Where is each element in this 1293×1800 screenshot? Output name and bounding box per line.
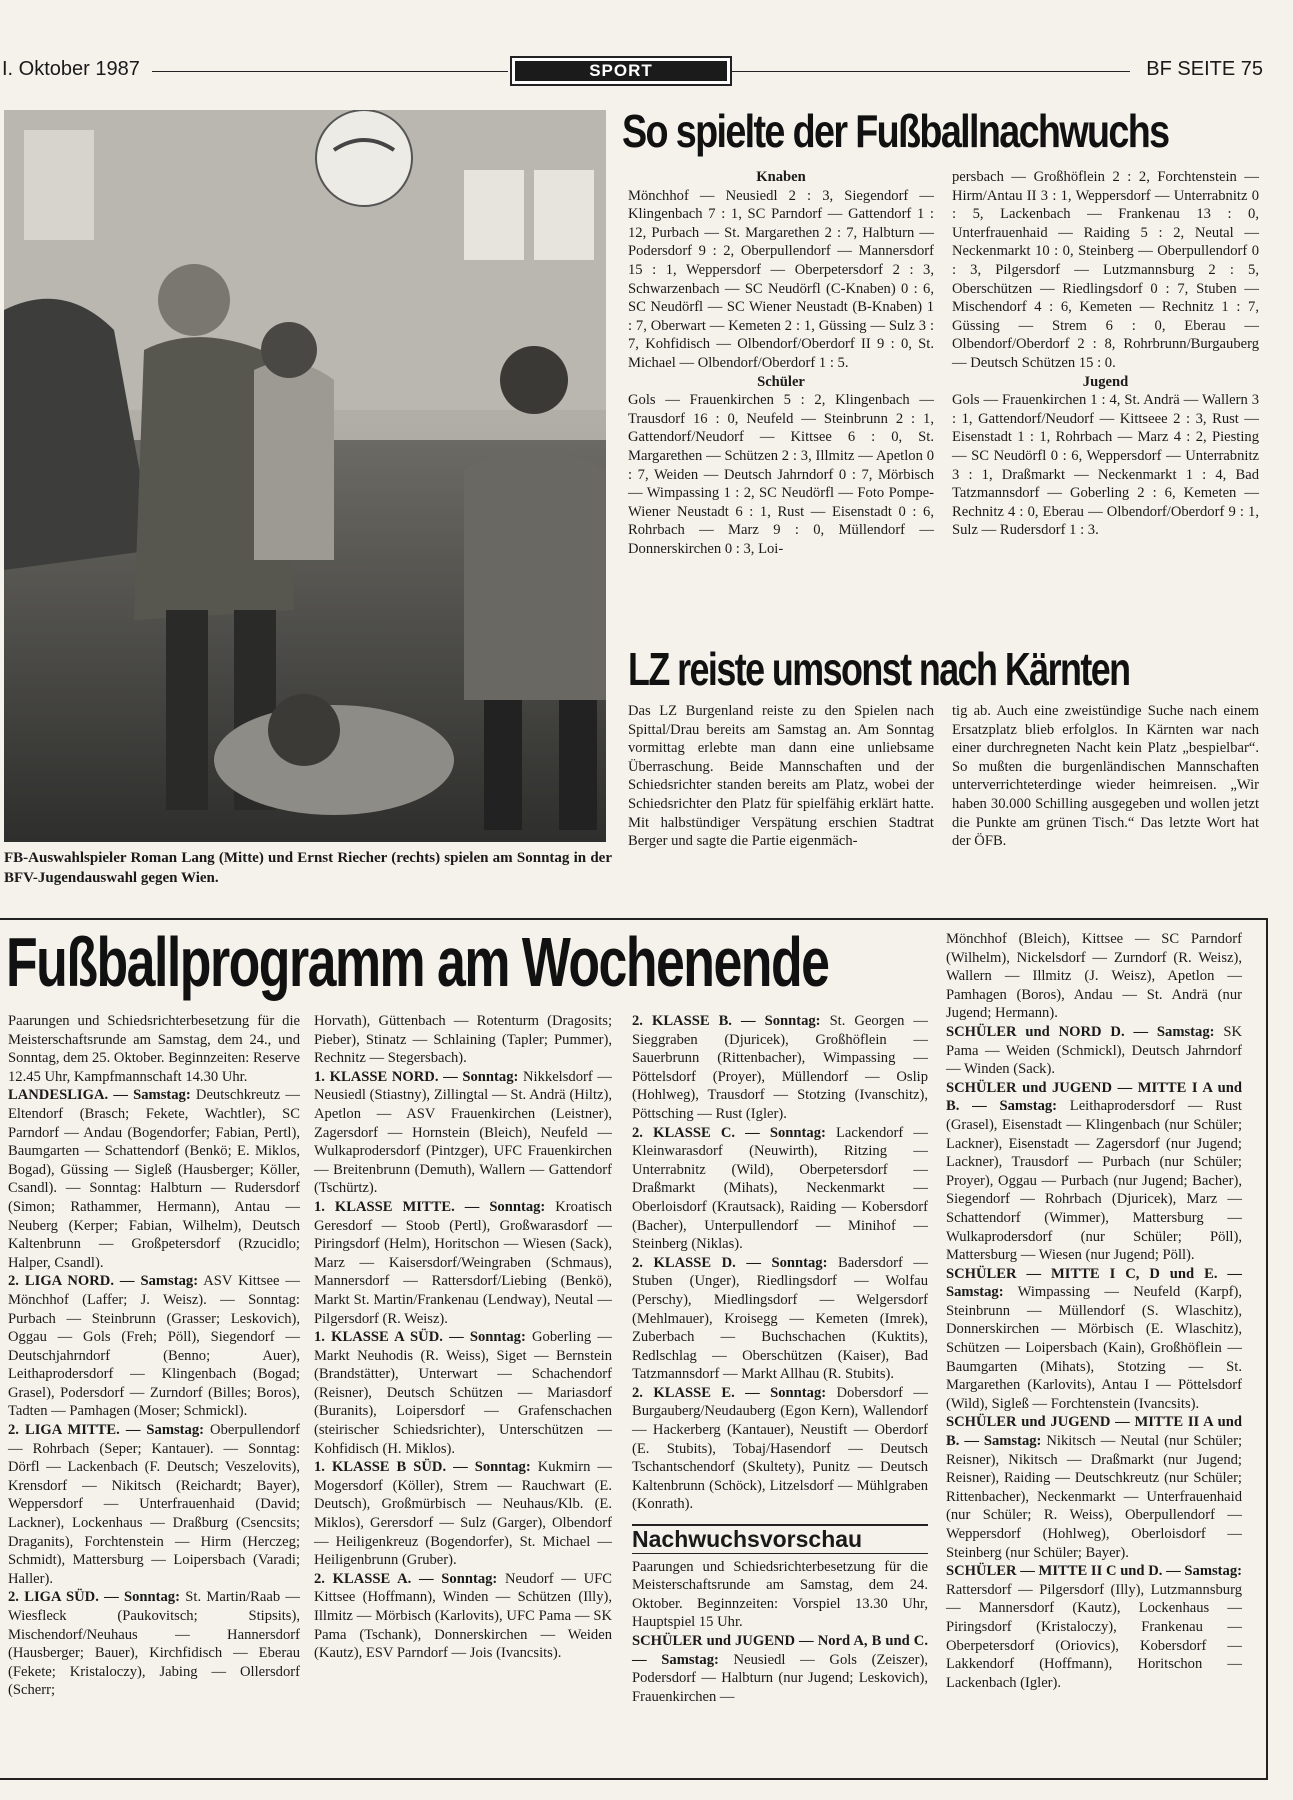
vorschau-nord: SCHÜLER und JUGEND — Nord A, B und C. — Samstag: Neusiedl — Gols (Zeiszer), Podersdorf — Halbturn (nur Jugend; Leskovich), Frauenkirchen — <box>632 1633 928 1705</box>
lz-text-b: tig ab. Auch eine zweistündige Suche nach einem Ersatzplatz blieb erfolglos. In Kärnten war nach einer durchregneten Nacht kein Platz „bespielbar“. So mußten die burgenländischen Mannschaften unterverrichteterdinge wieder heimreisen. „Wir haben 30.000 Schilling ausgegeben und wollen jetzt die Punkte am grünen Tisch.“ Das letzte Wort hat der ÖFB. <box>952 703 1259 850</box>
p4-mitte-2ab: SCHÜLER und JUGEND — MITTE II A und B. — Samstag: Nikitsch — Neutal (nur Schüler; Reisner), Nikitsch — Draßmarkt (nur Jugend; Reisner), Raiding — Deutschkreutz (nur Schüler; Rittenbacher), Neckenmarkt — Unterfrauenhaid (nur Schüler; R. Weiss), Oberpullendorf — Weppersdorf (Hohlweg), Oberloisdorf — Steinberg (nur Schüler; Bayer). <box>946 1414 1242 1561</box>
header-rule-left <box>152 71 508 72</box>
p3-2klasse-e: 2. KLASSE E. — Sonntag: Dobersdorf — Burgauberg/Neudauberg (Egon Kern), Wallendorf — Hackerberg (Kantauer), Neustift — Oberdorf (E. Stubits), Tobaj/Hasendorf — Deutsch Tschantschendorf (Skultety), Punitz — Deutsch Kaltenbrunn (Schöck), Litzelsdorf — Mühlgraben (Konrath). <box>632 1384 928 1513</box>
headline-nachwuchs: So spielte der Fußballnachwuchs <box>622 105 1169 157</box>
running-header <box>0 56 1293 86</box>
p1-liga-sued: 2. LIGA SÜD. — Sonntag: St. Martin/Raab — Wiesfleck (Paukovitsch; Stipsits), Mischendorf/Neuhaus — Hannersdorf (Hausberger; Bauer), Kirchfidisch — Eberau (Fekete; Kristaloczy), Jabing — Ollersdorf (Scherr; <box>8 1589 301 1699</box>
p1-liga-mitte: 2. LIGA MITTE. — Samstag: Oberpullendorf — Rohrbach (Seper; Kantauer). — Sonntag: Dörfl — Lackenbach (F. Deutsch; Veszelovits), Krensdorf — Nikitsch (Reichardt; Bayer), Weppersdorf — Unterfrauenhaid (David; Lackner), Lockenhaus — Draßburg (Csencsits; Draganits), Forchtenstein — Hirm (Herczeg; Schmidt), Mattersburg — Loipersbach (Varadi; Haller). <box>8 1422 300 1587</box>
headline-programm: Fußballprogramm am Wochenende <box>6 923 829 1001</box>
vorschau-heading: Nachwuchsvorschau <box>632 1526 863 1553</box>
p4-mitte-2cd: SCHÜLER — MITTE II C und D. — Samstag: Rattersdorf — Pilgersdorf (Illy), Lutzmannsburg — Mannersdorf (Kautz), Lockenhaus — Piringsdorf (Kristaloczy), Frankenau — Oberpetersdorf (Oriovics), Kobersdorf — Lakkendorf (Hoffmann), Horitschon — Lackenbach (Igler). <box>946 1563 1242 1691</box>
jugend-results: Gols — Frauenkirchen 1 : 4, St. Andrä — Wallern 3 : 1, Gattendorf/Neudorf — Kittseee 2 : 3, Rust — Eisenstadt 1 : 1, Rohrbach — Marz 4 : 2, Piesting — SC Neudörfl 0 : 6, Weppersdorf — Unterrabnitz 3 : 1, Draßmarkt — Neckenmarkt 1 : 4, Bad Tatzmannsdorf — Goberling 2 : 6, Kemeten — Rechnitz 4 : 0, Eberau — Olbendorf/Oberdorf 9 : 1, Sulz — Rudersdorf 1 : 3. <box>952 392 1259 539</box>
p3-2klasse-c: 2. KLASSE C. — Sonntag: Lackendorf — Kleinwarasdorf (Neuwirth), Ritzing — Unterrabnitz (Wild), Oberpetersdorf — Draßmarkt (Mihats), Neckenmarkt — Oberloisdorf (Krautsack), Raiding — Kobersdorf (Bacher), Unterpullendorf — Minihof — Steinberg (Niklas). <box>632 1124 928 1253</box>
section-badge <box>510 56 732 86</box>
box-bottom-rule <box>0 1778 1268 1780</box>
p3-2klasse-b: 2. KLASSE B. — Sonntag: St. Georgen — Sieggraben (Djuricek), Großhöflein — Sauerbrunn (Rittenbacher), Wimpassing — Pöttelsdorf (Proyer), Müllendorf — Oslip (Hohlweg), Trausdorf — Stotzing (Ivanschitz), Pöttsching — Rust (Igler). <box>632 1013 928 1122</box>
p4-mitte-1cde: SCHÜLER — MITTE I C, D und E. — Samstag: Wimpassing — Neufeld (Karpf), Steinbrunn — Müllendorf (S. Wlaschitz), Donnerskirchen — Mörbisch (E. Wlaschitz), Schützen — Loipersbach (Kain), Großhöflein — Baumgarten (Mihats), Stotzing — St. Margarethen (Karlovits), Antau I — Pöttelsdorf (Wild), Sigleß — Forchtenstein (Ivancsits). <box>946 1265 1242 1412</box>
page-number: BF SEITE 75 <box>1146 58 1263 80</box>
p1-landesliga: LANDESLIGA. — Samstag: Deutschkreutz — Eltendorf (Brasch; Fekete, Wachtler), SC Parndorf — Andau (Bogendorfer; Fabian, Pertl), Baumgarten — Schattendorf (Benkö; E. Miklos, Bogad), Güssing — Sigleß (Hausberger; Köller, Csandl). — Sonntag: Halbturn — Rudersdorf (Simon; Rathammer, Hermann), Antau — Neuberg (Kerper; Fabian, Wilhelm), Deutsch Kaltenbrunn — Großpetersdorf (Rzucidlo; Halper, Csandl). <box>8 1087 300 1271</box>
vorschau-box <box>632 1524 928 1706</box>
photo-caption: FB-Auswahlspieler Roman Lang (Mitte) und Ernst Riecher (rechts) spielen am Sonntag in der BFV-Jugendauswahl gegen Wien. <box>4 850 612 886</box>
box-right-rule <box>1266 918 1268 1780</box>
programm-col-4 <box>946 930 1242 1692</box>
box-top-rule <box>0 918 1268 920</box>
programm-col-1 <box>8 1012 300 1700</box>
lz-text-a: Das LZ Burgenland reiste zu den Spielen nach Spittal/Drau bereits am Samstag an. Am Sonntag vormittag erlebte man dann eine unliebsame Überraschung. Beide Mannschaften und der Schiedsrichter standen bereits am Platz, wobei der Schiedsrichter den Platz für spielfähig erklärt hatte. Mit halbstündiger Verspätung erschien Stadtrat Berger und sagte die Partie eigenmäch- <box>628 703 934 850</box>
knaben-heading: Knaben <box>756 169 806 185</box>
p2-klasse-a-sued: 1. KLASSE A SÜD. — Sonntag: Goberling — Markt Neuhodis (R. Weiss), Siget — Bernstein (Brandstätter), Unterwart — Schachendorf (Reisner), Deutsch Schützen — Mariasdorf (Buranits), Loipersdorf — Grafenschachen (steirischer Schiedsrichter), Unterschützen — Kohfidisch (H. Miklos). <box>314 1329 612 1457</box>
vorschau-rule <box>632 1553 928 1554</box>
p2-cont: Horvath), Güttenbach — Rotenturm (Dragosits; Pieber), Stinatz — Schlaining (Tapler; Pummer), Rechnitz — Stegersbach). <box>314 1013 612 1067</box>
p2-2klasse-a: 2. KLASSE A. — Sonntag: Neudorf — UFC Kittsee (Hoffmann), Winden — Schützen (Illy), Illmitz — Mörbisch (Karlovits), UFC Pama — SK Pama (Tschank), Donnerskirchen — Weiden (Kautz), ESV Parndorf — Jois (Ivancsits). <box>314 1570 612 1662</box>
photo-image <box>4 110 606 842</box>
schueler-heading: Schüler <box>757 373 805 390</box>
jugend-heading: Jugend <box>1082 373 1129 390</box>
nachwuchs-column-right <box>952 168 1259 540</box>
p4-cont: Mönchhof (Bleich), Kittsee — SC Parndorf (Wilhelm), Nickelsdorf — Zurndorf (R. Weisz), Wallern — Illmitz (J. Weisz), Apetlon — Pamhagen (Boros), Andau — St. Andrä (nur Jugend; Hermann). <box>946 931 1242 1022</box>
p2-klasse-mitte: 1. KLASSE MITTE. — Sonntag: Kroatisch Geresdorf — Stoob (Pertl), Großwarasdorf — Piringsdorf (Helm), Horitschon — Wiesen (Sack), Marz — Kaisersdorf/Weingraben (Schmaus), Mannersdorf — Rattersdorf/Liebing (Benkö), Markt St. Martin/Frankenau (Lendway), Neutal — Pilgersdorf (R. Weisz). <box>314 1198 612 1327</box>
programm-col-2 <box>314 1012 612 1663</box>
programm-col-3 <box>632 1012 928 1706</box>
schueler-results: Gols — Frauenkirchen 5 : 2, Klingenbach — Trausdorf 16 : 0, Neufeld — Steinbrunn 2 : 1, Gattendorf/Neudorf — Kittsee 6 : 0, St. Margarethen — Schützen 2 : 3, Illmitz — Apetlon 0 : 7, Weiden — Deutsch Jahrndorf 0 : 7, Mörbisch — Wimpassing 1 : 2, SC Neudörfl — Foto Pompe-Wiener Neustadt 6 : 1, Rust — Eisenstadt 0 : 6, Rohrbach — Marz 9 : 0, Müllendorf — Donnerskirchen 0 : 3, Loi- <box>628 392 934 557</box>
nachwuchs-column-left <box>628 168 934 558</box>
issue-date: I. Oktober 1987 <box>2 58 140 80</box>
section-label: SPORT <box>515 61 727 81</box>
p3-2klasse-d: 2. KLASSE D. — Sonntag: Badersdorf — Stuben (Unger), Riedlingsdorf — Wolfau (Perschy), Miedlingsdorf — Welgersdorf (Mehlmauer), Kroisegg — Kemeten (Imrek), Zuberbach — Buchschachen (Kuktits), Redlschlag — Oberschützen (Kaiser), Bad Tatzmannsdorf — Markt Allhau (R. Stubits). <box>632 1254 928 1383</box>
header-rule-right <box>730 71 1130 72</box>
knaben-results: Mönchhof — Neusiedl 2 : 3, Siegendorf — Klingenbach 7 : 1, SC Parndorf — Gattendorf 1 : 12, Purbach — St. Margarethen 2 : 7, Halbturn — Podersdorf 9 : 2, Oberpullendorf — Mannersdorf 15 : 1, Weppersdorf — Oberpetersdorf 2 : 3, Schwarzenbach — SC Neudörfl (C-Knaben) 0 : 6, SC Neudörfl — SC Wiener Neustadt (B-Knaben) 1 : 7, Oberwart — Kemeten 2 : 1, Güssing — Sulz 3 : 7, Kohfidisch — Olbendorf/Oberdorf II 9 : 0, St. Michael — Olbendorf/Oberdorf 1 : 5. <box>628 187 934 371</box>
p4-nord-d: SCHÜLER und NORD D. — Samstag: SK Pama — Weiden (Schmickl), Deutsch Jahrndorf — Winden (Sack). <box>946 1023 1242 1078</box>
headline-lz: LZ reiste umsonst nach Kärnten <box>628 643 1130 695</box>
football-photo <box>4 110 606 842</box>
p1-liga-nord: 2. LIGA NORD. — Samstag: ASV Kittsee — Mönchhof (Laffer; J. Weisz). — Sonntag: Purbach — Steinbrunn (Grasser; Leskovich), Oggau — Gols (Freh; Pöll), Siegendorf — Deutschjahrndorf (Benno; Auer), Leithaprodersdorf — Klingenbach (Bogad; Grasel), Podersdorf — Zurndorf (Billes; Boros), Tadten — Pamhagen (Moser; Schmickl). <box>8 1273 300 1420</box>
p4-mitte-1ab: SCHÜLER und JUGEND — MITTE I A und B. — Samstag: Leithaprodersdorf — Rust (Grasel), Eisenstadt — Klingenbach (nur Schüler; Lackner), Eisenstadt — Zagersdorf (nur Jugend; Lackner), Trausdorf — Purbach (nur Schüler; Proyer), Oggau — Purbach (nur Jugend; Bacher), Siegendorf — Rohrbach (Djuricek), Marz — Schattendorf (Wimmer), Mattersburg — Wulkaprodersdorf (nur Schüler; Pöll), Mattersburg — Wiesen (nur Jugend; Pöll). <box>946 1079 1242 1264</box>
lz-column-left <box>628 702 934 851</box>
p1-intro: Paarungen und Schiedsrichterbesetzung für die Meisterschaftsrunde am Samstag, dem 24., und Sonntag, dem 25. Oktober. Beginnzeiten: Reserve 12.45 Uhr, Kampfmannschaft 14.30 Uhr. <box>8 1013 300 1085</box>
p2-klasse-nord: 1. KLASSE NORD. — Sonntag: Nikkelsdorf — Neusiedl (Stiastny), Zillingtal — St. Andrä (Hiltz), Apetlon — ASV Frauenkirchen (Leistner), Zagersdorf — Hornstein (Bleich), Neufeld — Wulkaprodersdorf (Pintzger), UFC Frauenkirchen — Breitenbrunn (Demuth), Wallern — Gattendorf (Tschürtz). <box>314 1068 612 1197</box>
vorschau-intro: Paarungen und Schiedsrichterbesetzung für die Meisterschaftsrunde am Samstag, dem 24. Oktober. Beginnzeiten: Vorspiel 13.30 Uhr, Hauptspiel 15 Uhr. <box>632 1558 928 1631</box>
lz-column-right <box>952 702 1259 851</box>
p2-klasse-b-sued: 1. KLASSE B SÜD. — Sonntag: Kukmirn — Mogersdorf (Köller), Strem — Rauchwart (E. Deutsch), Großmürbisch — Neuhaus/Klb. (E. Miklos), Gerersdorf — Sulz (Garger), Olbendorf — Heiligenkreuz (Bogendorfer), St. Michael — Heiligenbrunn (Gruber). <box>314 1459 612 1569</box>
knaben-results-cont: persbach — Großhöflein 2 : 2, Forchtenstein — Hirm/Antau II 3 : 1, Weppersdorf — Unterrabnitz 0 : 5, Lackenbach — Frankenau 13 : 0, Unterfrauenhaid — Raiding 5 : 2, Neutal — Neckenmarkt 10 : 0, Steinberg — Oberpullendorf 0 : 3, Pilgersdorf — Lutzmannsburg 2 : 5, Oberschützen — Riedlingsdorf 0 : 7, Stuben — Mischendorf 4 : 6, Kemeten — Rechnitz 1 : 7, Güssing — Strem 6 : 0, Eberau — Olbendorf/Oberdorf 2 : 8, Rohrbrunn/Burgauberg — Deutsch Schützen 15 : 0. <box>952 169 1259 371</box>
